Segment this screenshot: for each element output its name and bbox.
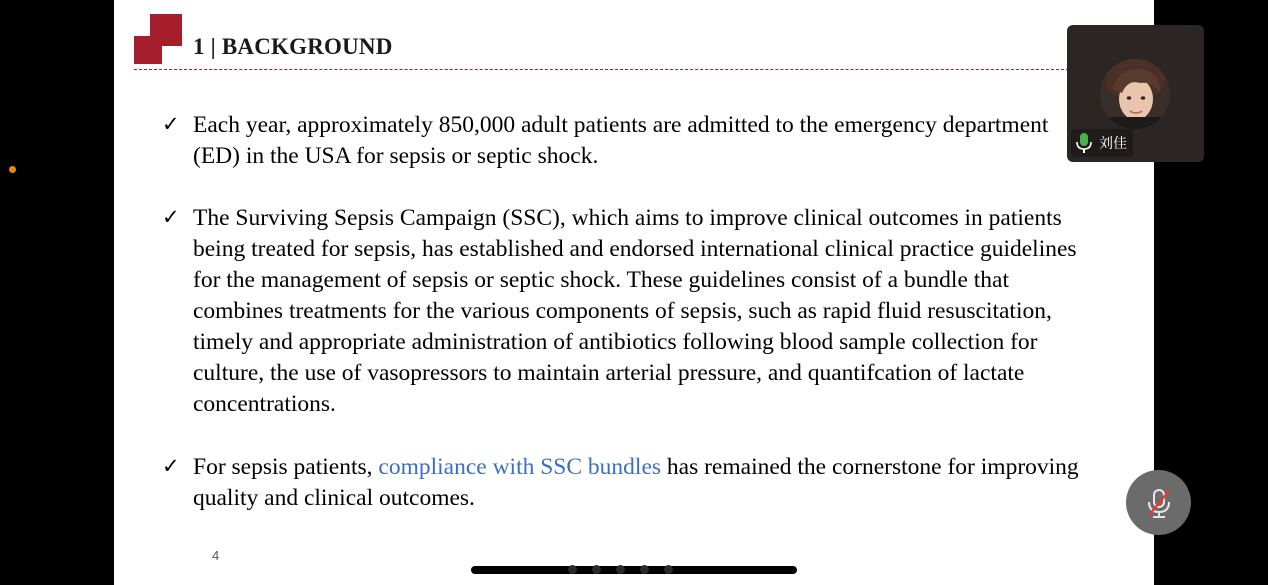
microphone-icon (1075, 132, 1093, 154)
page-dot[interactable] (616, 565, 625, 574)
title-divider (134, 69, 1094, 70)
page-number: 4 (212, 548, 220, 563)
mute-button[interactable] (1126, 470, 1191, 535)
bullet-text: The Surviving Sepsis Campaign (SSC), which aims to improve clinical outcomes in patients being treated for sepsis, has established and endorsed international clinical practice guidelines for the management of sepsis or septic shock. These guidelines consist of a bundle that combines treatments for the various components of sepsis, such as rapid fluid resuscitation, timely and appropriate administration of antibiotics following blood sample collection for culture, the use of vasopressors to maintain arterial pressure, and quantifcation of lactate concentrations. (193, 205, 1077, 417)
checkmark-icon: ✓ (162, 112, 180, 136)
participant-video-tile[interactable] (1067, 25, 1204, 162)
checkmark-icon: ✓ (162, 205, 180, 229)
presentation-slide (114, 0, 1154, 585)
page-dot[interactable] (568, 565, 577, 574)
page-dot[interactable] (592, 565, 601, 574)
bullet-text-suffix: has remained the cornerstone for improving quality and clinical outcomes. (193, 454, 1079, 511)
avatar (1100, 59, 1170, 129)
participant-name-bar (1071, 129, 1133, 157)
bullet-text (193, 452, 1093, 514)
checkmark-icon: ✓ (162, 454, 180, 478)
page-dots[interactable] (568, 565, 673, 574)
page-dot[interactable] (664, 565, 673, 574)
highlighted-phrase: compliance with SSC bundles (378, 454, 662, 480)
bullet-text-prefix: For sepsis patients, (193, 454, 379, 480)
participant-name: 刘佳 (1099, 136, 1127, 152)
page-dot[interactable] (640, 565, 649, 574)
microphone-muted-icon (1141, 485, 1177, 521)
side-indicator-dot (9, 166, 16, 173)
slide-logo-icon (134, 14, 184, 64)
slide-title: 1 | BACKGROUND (193, 34, 393, 59)
bullet-text: Each year, approximately 850,000 adult patients are admitted to the emergency department (ED) in the USA for sepsis or septic shock. (193, 112, 1049, 169)
